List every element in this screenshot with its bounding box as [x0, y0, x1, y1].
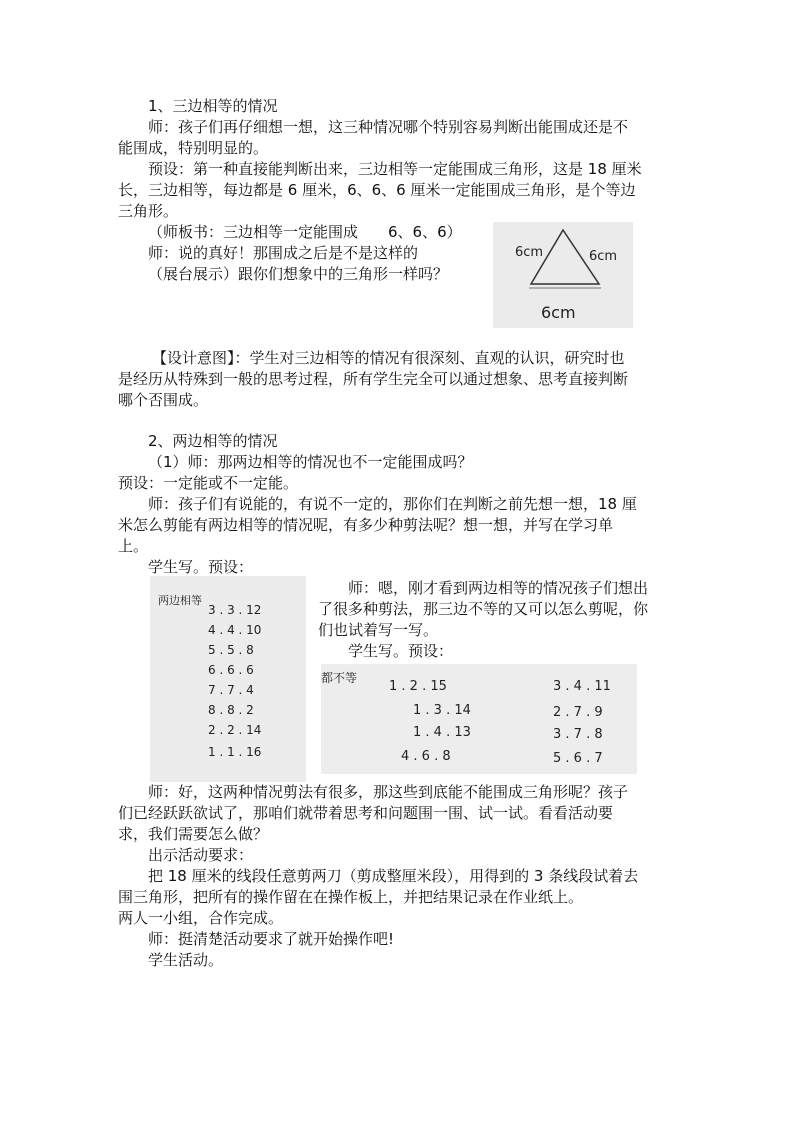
photo-row: 5 . 6 . 7: [553, 751, 603, 766]
two-equal-sides-photo: [150, 576, 306, 782]
photo-row: 2 . 2 . 14: [208, 723, 262, 737]
paragraph-line: 米怎么剪能有两边相等的情况呢，有多少种剪法呢？想一想，并写在学习单: [118, 516, 614, 534]
section-heading: 1、三边相等的情况: [148, 97, 278, 115]
paragraph-line: 围三角形，把所有的操作留在在操作板上，并把结果记录在作业纸上。: [118, 888, 584, 906]
design-intent-line: 哪个否围成。: [118, 391, 209, 409]
paragraph-line: 出示活动要求：: [148, 846, 254, 864]
paragraph-line: （1）师：那两边相等的情况也不一定能围成吗？: [148, 453, 473, 471]
paragraph-line: （师板书：三边相等一定能围成 6、6、6）: [148, 223, 462, 241]
photo-row: 8 . 8 . 2: [208, 703, 254, 717]
photo-title: 两边相等: [158, 594, 202, 607]
paragraph-line: 师：孩子们再仔细想一想，这三种情况哪个特别容易判断出能围成还是不: [148, 118, 629, 136]
paragraph-line: 师：好，这两种情况剪法有很多，那这些到底能不能围成三角形呢？孩子: [148, 783, 629, 801]
paragraph-line: 了很多种剪法，那三边不等的又可以怎么剪呢，你: [318, 600, 649, 618]
photo-row: 1 . 3 . 14: [413, 703, 471, 718]
photo-row: 7 . 7 . 4: [208, 683, 254, 697]
paragraph-line: 们已经跃跃欲试了，那咱们就带着思考和问题围一围、试一试。看看活动要: [118, 804, 614, 822]
paragraph-line: 三角形。: [118, 202, 179, 220]
photo-row: 4 . 6 . 8: [401, 749, 451, 764]
photo-row: 3 . 4 . 11: [553, 679, 611, 694]
photo-row: 2 . 7 . 9: [553, 705, 603, 720]
section-heading: 2、两边相等的情况: [148, 432, 278, 450]
design-intent-line: 【设计意图】：学生对三边相等的情况有很深刻、直观的认识，研究时也: [152, 349, 625, 367]
photo-row: 1 . 4 . 13: [413, 725, 471, 740]
paragraph-line: 学生活动。: [148, 951, 224, 969]
photo-row: 3 . 3 . 12: [208, 603, 262, 617]
triangle-photo: [493, 222, 633, 328]
paragraph-line: 学生写。预设：: [348, 642, 454, 660]
paragraph-line: 们也试着写一写。: [318, 621, 439, 639]
triangle-label-right: 6cm: [589, 249, 618, 264]
paragraph-line: 师：孩子们有说能的，有说不一定的，那你们在判断之前先想一想，18 厘: [148, 495, 637, 513]
photo-row: 4 . 4 . 10: [208, 623, 262, 637]
paragraph-line: 预设：一定能或不一定能。: [118, 474, 299, 492]
photo-row: 3 . 7 . 8: [553, 727, 603, 742]
paragraph-line: 把 18 厘米的线段任意剪两刀（剪成整厘米段），用得到的 3 条线段试着去: [148, 867, 639, 885]
paragraph-line: 长，三边相等，每边都是 6 厘米，6、6、6 厘米一定能围成三角形，是个等边: [118, 181, 636, 199]
design-intent-line: 是经历从特殊到一般的思考过程，所有学生完全可以通过想象、思考直接判断: [118, 370, 629, 388]
paragraph-line: 师：嗯，刚才看到两边相等的情况孩子们想出: [348, 579, 649, 597]
triangle-label-left: 6cm: [515, 245, 544, 260]
paragraph-line: 师：说的真好！那围成之后是不是这样的: [148, 244, 419, 262]
photo-row: 6 . 6 . 6: [208, 663, 254, 677]
paragraph-line: 师：挺清楚活动要求了就开始操作吧!: [148, 930, 395, 948]
triangle-label-bottom: 6cm: [541, 303, 576, 322]
paragraph-line: 能围成，特别明显的。: [118, 139, 269, 157]
unequal-sides-photo: [321, 664, 637, 774]
photo-title: 都不等: [321, 671, 358, 685]
photo-row: 1 . 2 . 15: [389, 679, 447, 694]
paragraph-line: 求，我们需要怎么做？: [118, 825, 269, 843]
photo-row: 1 . 1 . 16: [208, 745, 262, 759]
paragraph-line: 两人一小组，合作完成。: [118, 909, 284, 927]
paragraph-line: 学生写。预设：: [148, 558, 254, 576]
photo-row: 5 . 5 . 8: [208, 643, 254, 657]
paragraph-line: 上。: [118, 537, 149, 555]
paragraph-line: （展台展示）跟你们想象中的三角形一样吗？: [148, 265, 449, 283]
paragraph-line: 预设：第一种直接能判断出来，三边相等一定能围成三角形，这是 18 厘米: [148, 160, 642, 178]
